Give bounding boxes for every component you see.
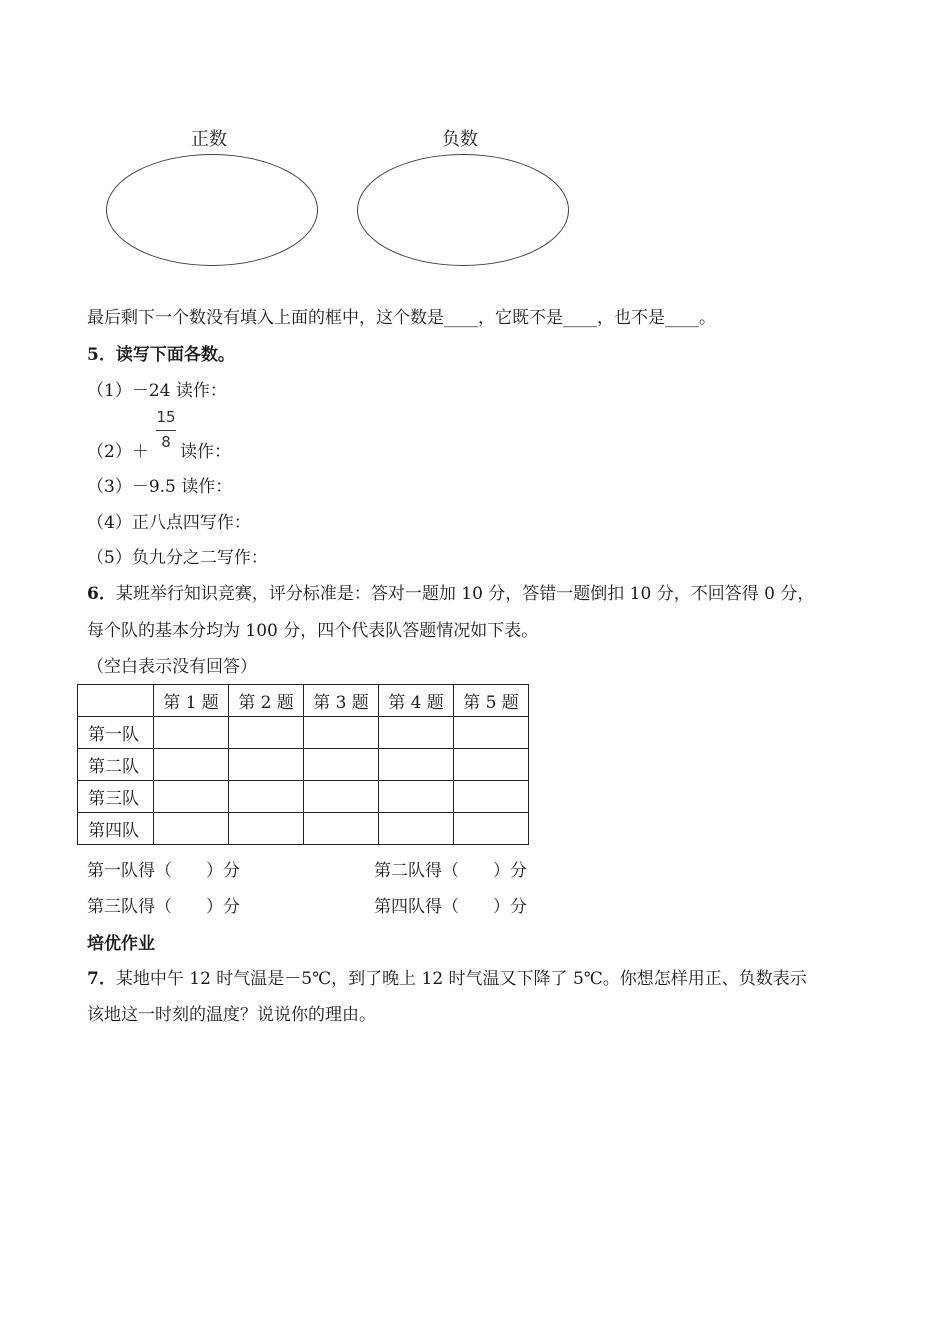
table-row [78,813,529,845]
table-cell [304,813,379,845]
table-cell [454,749,529,781]
table-cell [454,717,529,749]
q5-title: 5．读写下面各数。 [87,345,235,365]
positive-oval-label: 正数 [191,129,227,150]
q5-item-3: （3）－9.5 读作： [87,477,233,497]
negative-oval-label: 负数 [442,129,478,150]
table-corner-cell [78,685,154,717]
q5-fraction-bar [156,430,176,431]
table-cell [454,781,529,813]
q5-item-5: （5）负九分之二写作： [87,548,268,568]
table-row [78,717,529,749]
table-header-cell: 第 2 题 [229,685,304,717]
q6-line-1-text: 某班举行知识竞赛，评分标准是：答对一题加 10 分，答错一题倒扣 10 分，不回答得 0 分， [115,584,815,604]
team3-score-answer: 第三队得（ ）分 [87,897,240,917]
table-cell [229,749,304,781]
table-row [78,781,529,813]
table-header-cell: 第 4 题 [379,685,454,717]
q7-number: 7． [87,969,116,989]
table-row-header: 第四队 [78,813,154,845]
table-header-cell: 第 3 题 [304,685,379,717]
q5-item-4: （4）正八点四写作： [87,513,251,533]
table-cell [154,813,229,845]
q4-remaining-number-text: 最后剩下一个数没有填入上面的框中，这个数是____，它既不是____，也不是____。 [87,308,716,328]
q5-fraction-numerator: 15 [156,408,176,426]
table-header-cell: 第 1 题 [154,685,229,717]
table-row [78,749,529,781]
q5-fraction-denominator: 8 [161,433,171,451]
q7-line-1-text: 某地中午 12 时气温是－5℃，到了晚上 12 时气温又下降了 5℃。你想怎样用正、负数表示 [115,969,807,989]
table-cell [379,749,454,781]
q7-line-1 [87,964,807,989]
q5-item-2-prefix: （2）＋ [87,442,149,462]
q5-item-2-suffix: 读作： [180,442,231,462]
table-cell [379,781,454,813]
q6-line-1: 6．某班举行知识竞赛，评分标准是：答对一题加 10 分，答错一题倒扣 10 分，不回答得 0 分， [87,584,815,604]
q5-item-1: （1）－24 读作： [87,381,227,401]
q6-line-2: 每个队的基本分均为 100 分，四个代表队答题情况如下表。 [87,621,539,641]
positive-number-oval [106,154,318,266]
table-cell [229,781,304,813]
table-cell [304,749,379,781]
table-header-row [78,685,529,717]
table-cell [229,717,304,749]
score-table [77,684,529,845]
table-cell [379,813,454,845]
table-row-header: 第一队 [78,717,154,749]
advanced-homework-heading: 培优作业 [87,934,155,954]
table-row-header: 第二队 [78,749,154,781]
team2-score-answer: 第二队得（ ）分 [374,861,527,881]
table-cell [454,813,529,845]
table-cell [304,717,379,749]
q7-line-2: 该地这一时刻的温度？说说你的理由。 [87,1005,376,1025]
table-header-cell: 第 5 题 [454,685,529,717]
team4-score-answer: 第四队得（ ）分 [374,897,527,917]
team1-score-answer: 第一队得（ ）分 [87,861,240,881]
table-cell [154,717,229,749]
negative-number-oval [357,154,569,266]
table-cell [154,749,229,781]
table-cell [154,781,229,813]
table-cell [229,813,304,845]
table-cell [304,781,379,813]
q6-note: （空白表示没有回答） [87,657,257,677]
table-row-header: 第三队 [78,781,154,813]
table-cell [379,717,454,749]
